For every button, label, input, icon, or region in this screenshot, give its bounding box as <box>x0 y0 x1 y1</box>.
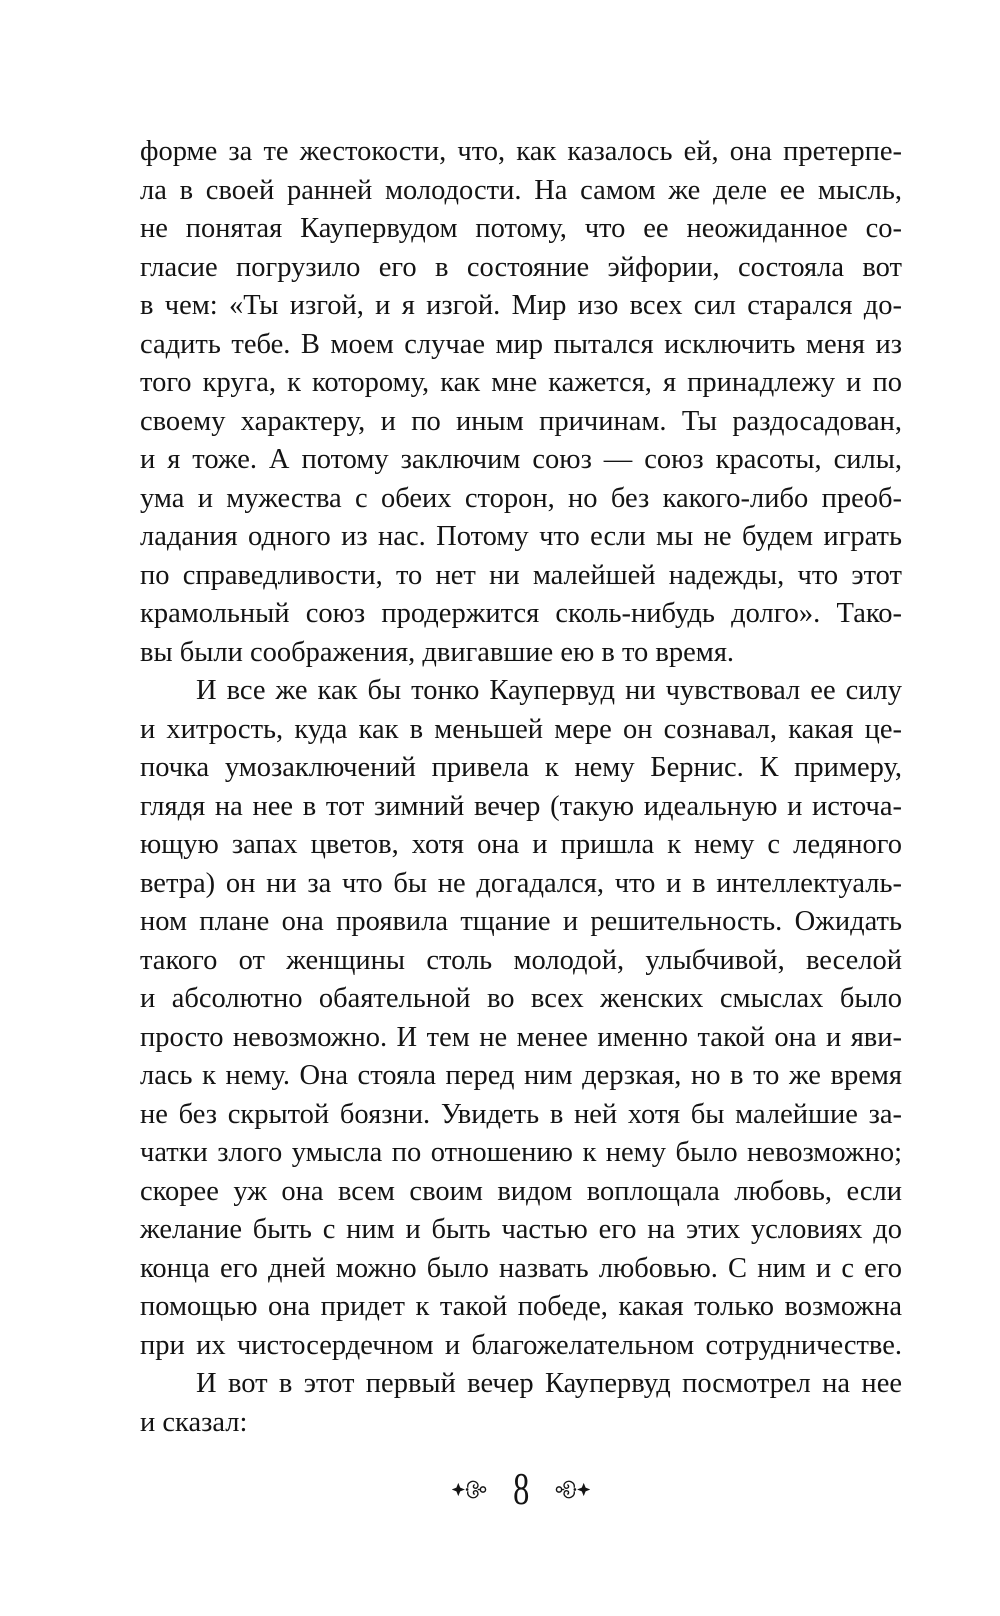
text-line: по справедливости, то нет ни малейшей надежды, что этот <box>140 559 902 591</box>
text-line: ющую запах цветов, хотя она и пришла к нему с ледяного <box>140 829 902 860</box>
text-line: и хитрость, куда как в меньшей мере он сознавал, какая це- <box>140 713 902 745</box>
text-line: лась к нему. Она стояла перед ним дерзкая, но в то же время <box>140 1060 902 1091</box>
text-line: своему характеру, и по иным причинам. Ты раздосадован, <box>140 405 902 437</box>
text-line: просто невозможно. И тем не менее именно такой она и яви- <box>140 1021 902 1053</box>
text-line: вы были соображения, двигавшие ею в то время. <box>140 636 735 668</box>
text-line: того круга, к которому, как мне кажется, я принадлежу и по <box>140 367 902 398</box>
text-line: помощью она придет к такой победе, какая только возможна <box>140 1291 902 1322</box>
text-line: в чем: «Ты изгой, и я изгой. Мир изо всех сил старался до- <box>140 290 902 321</box>
text-line: крамольный союз продержится сколь-нибудь долго». Тако- <box>140 598 902 629</box>
text-block <box>140 133 902 1442</box>
text-line: ума и мужества с обеих сторон, но без какого-либо преоб- <box>140 482 902 514</box>
text-line: И все же как бы тонко Каупервуд ни чувствовал ее силу <box>196 675 902 706</box>
text-line: не без скрытой боязни. Увидеть в ней хотя бы малейшие за- <box>140 1098 902 1130</box>
text-line: гласие погрузило его в состояние эйфории, состояла вот <box>140 251 902 283</box>
text-line: такого от женщины столь молодой, улыбчивой, веселой <box>140 944 902 976</box>
text-line: при их чистосердечном и благожелательном сотрудничестве. <box>140 1329 902 1361</box>
text-line: ветра) он ни за что бы не догадался, что и в интеллектуаль- <box>140 867 902 899</box>
text-line: ла в своей ранней молодости. На самом же деле ее мысль, <box>140 174 902 206</box>
text-line: и я тоже. А потому заключим союз — союз красоты, силы, <box>140 444 902 475</box>
fleuron-right-icon <box>554 1475 590 1504</box>
paragraph <box>140 133 902 672</box>
text-line: и сказал: <box>140 1406 248 1438</box>
fleuron-left-icon <box>452 1475 488 1504</box>
text-line: желание быть с ним и быть частью его на этих условиях до <box>140 1214 902 1245</box>
paragraph <box>140 672 902 1365</box>
text-line: форме за те жестокости, что, как казалось ей, она претерпе- <box>140 136 902 167</box>
page-number: 8 <box>512 1463 530 1514</box>
text-line: чатки злого умысла по отношению к нему было невозможно; <box>140 1137 902 1168</box>
text-line: глядя на нее в тот зимний вечер (такую идеальную и источа- <box>140 790 902 822</box>
text-line: не понятая Каупервудом потому, что ее неожиданное со- <box>140 213 902 244</box>
text-line: и абсолютно обаятельной во всех женских смыслах было <box>140 983 902 1014</box>
text-line: скорее уж она всем своим видом воплощала любовь, если <box>140 1175 902 1207</box>
paragraph <box>140 1365 902 1442</box>
text-line: конца его дней можно было назвать любовью. С ним и с его <box>140 1252 902 1284</box>
text-line: ладания одного из нас. Потому что если мы не будем играть <box>140 521 902 552</box>
text-line: ном плане она проявила тщание и решительность. Ожидать <box>140 906 902 937</box>
page-footer <box>140 1463 902 1515</box>
text-line: почка умозаключений привела к нему Бернис. К примеру, <box>140 752 902 783</box>
text-line: садить тебе. В моем случае мир пытался исключить меня из <box>140 328 902 360</box>
text-line: И вот в этот первый вечер Каупервуд посмотрел на нее <box>196 1368 902 1399</box>
